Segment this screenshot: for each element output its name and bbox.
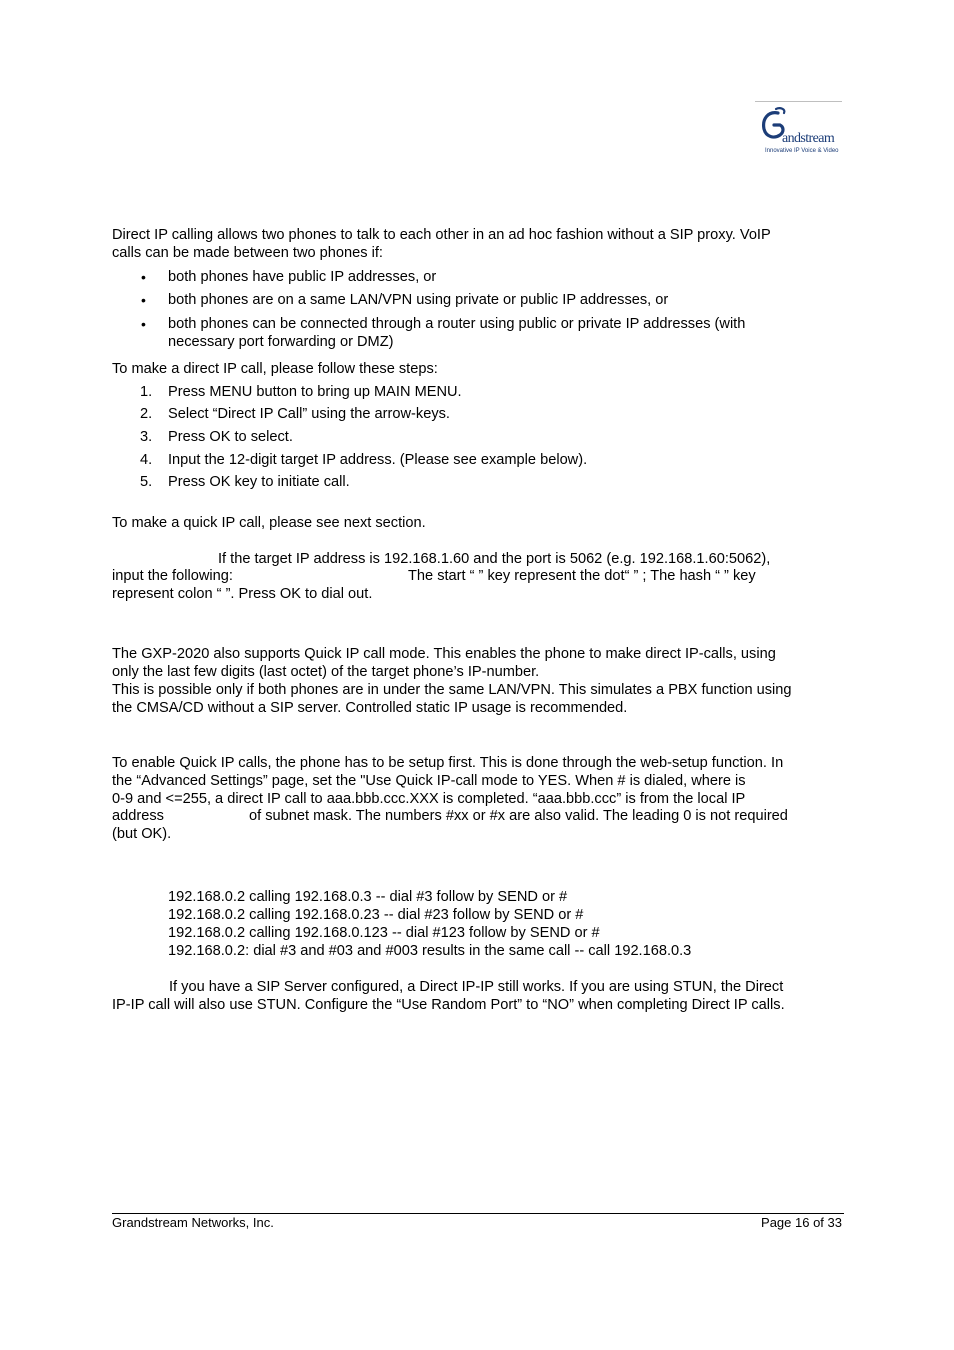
setup-line: (but OK). [112,826,172,842]
logo-wordmark: andstream [782,131,835,146]
quick-ip-line: The GXP-2020 also supports Quick IP call mode. This enables the phone to make direct IP-calls, using [112,646,776,662]
step-number: 2. [140,406,153,422]
example-item: 192.168.0.2 calling 192.168.0.23 -- dial #23 follow by SEND or # [168,907,584,923]
quick-ip-line: This is possible only if both phones are in under the same LAN/VPN. This simulates a PBX function using [112,682,792,698]
steps-intro: To make a direct IP call, please follow these steps: [112,361,438,377]
step-text: Input the 12-digit target IP address. (Please see example below). [168,452,588,468]
quick-ip-reference: To make a quick IP call, please see next section. [112,515,426,531]
list-item: both phones can be connected through a router using public or private IP addresses (with [168,316,746,332]
setup-line: To enable Quick IP calls, the phone has to be setup first. This is done through the web-setup function. In [112,755,784,771]
footer-company: Grandstream Networks, Inc. [112,1215,274,1230]
footer-page-number: Page 16 of 33 [761,1215,842,1230]
list-item-continuation: necessary port forwarding or DMZ) [168,334,394,350]
bullet-icon: • [141,316,146,332]
step-number: 3. [140,429,153,445]
setup-line: the “Advanced Settings” page, set the "Use Quick IP-call mode to YES. When # is dialed, where is [112,773,746,789]
setup-line: 0-9 and <=255, a direct IP call to aaa.bbb.ccc.XXX is completed. “aaa.bbb.ccc” is from the local IP [112,791,746,807]
bullet-icon: • [141,269,146,285]
setup-line: of subnet mask. The numbers #xx or #x are also valid. The leading 0 is not required [249,808,788,824]
example-line: input the following: [112,568,233,584]
step-number: 5. [140,474,153,490]
step-text: Press MENU button to bring up MAIN MENU. [168,384,462,400]
example-item: 192.168.0.2: dial #3 and #03 and #003 results in the same call -- call 192.168.0.3 [168,943,692,959]
step-number: 4. [140,452,153,468]
step-text: Select “Direct IP Call” using the arrow-keys. [168,406,450,422]
step-text: Press OK key to initiate call. [168,474,350,490]
quick-ip-line: only the last few digits (last octet) of the target phone’s IP-number. [112,664,540,680]
note-line: If you have a SIP Server configured, a Direct IP-IP still works. If you are using STUN, the Direct [169,979,784,995]
intro-line: calls can be made between two phones if: [112,245,383,261]
list-item: both phones are on a same LAN/VPN using private or public IP addresses, or [168,292,669,308]
example-line: The start “ ” key represent the dot“ ” ; The hash “ ” key [408,568,756,584]
logo-tagline: Innovative IP Voice & Video [765,148,839,154]
example-line: If the target IP address is 192.168.1.60 and the port is 5062 (e.g. 192.168.1.60:5062), [218,551,771,567]
list-item: both phones have public IP addresses, or [168,269,437,285]
step-text: Press OK to select. [168,429,293,445]
quick-ip-line: the CMSA/CD without a SIP server. Controlled static IP usage is recommended. [112,700,628,716]
intro-line: Direct IP calling allows two phones to talk to each other in an ad hoc fashion without a SIP proxy. VoIP [112,227,771,243]
step-number: 1. [140,384,153,400]
example-item: 192.168.0.2 calling 192.168.0.3 -- dial #3 follow by SEND or # [168,889,568,905]
note-line: IP-IP call will also use STUN. Configure the “Use Random Port” to “NO” when completing Direct IP calls. [112,997,785,1013]
footer-rule [112,1213,844,1214]
example-line: represent colon “ ”. Press OK to dial out. [112,586,373,602]
example-item: 192.168.0.2 calling 192.168.0.123 -- dial #123 follow by SEND or # [168,925,600,941]
setup-line: address [112,808,164,824]
bullet-icon: • [141,292,146,308]
logo-rule [755,101,842,102]
